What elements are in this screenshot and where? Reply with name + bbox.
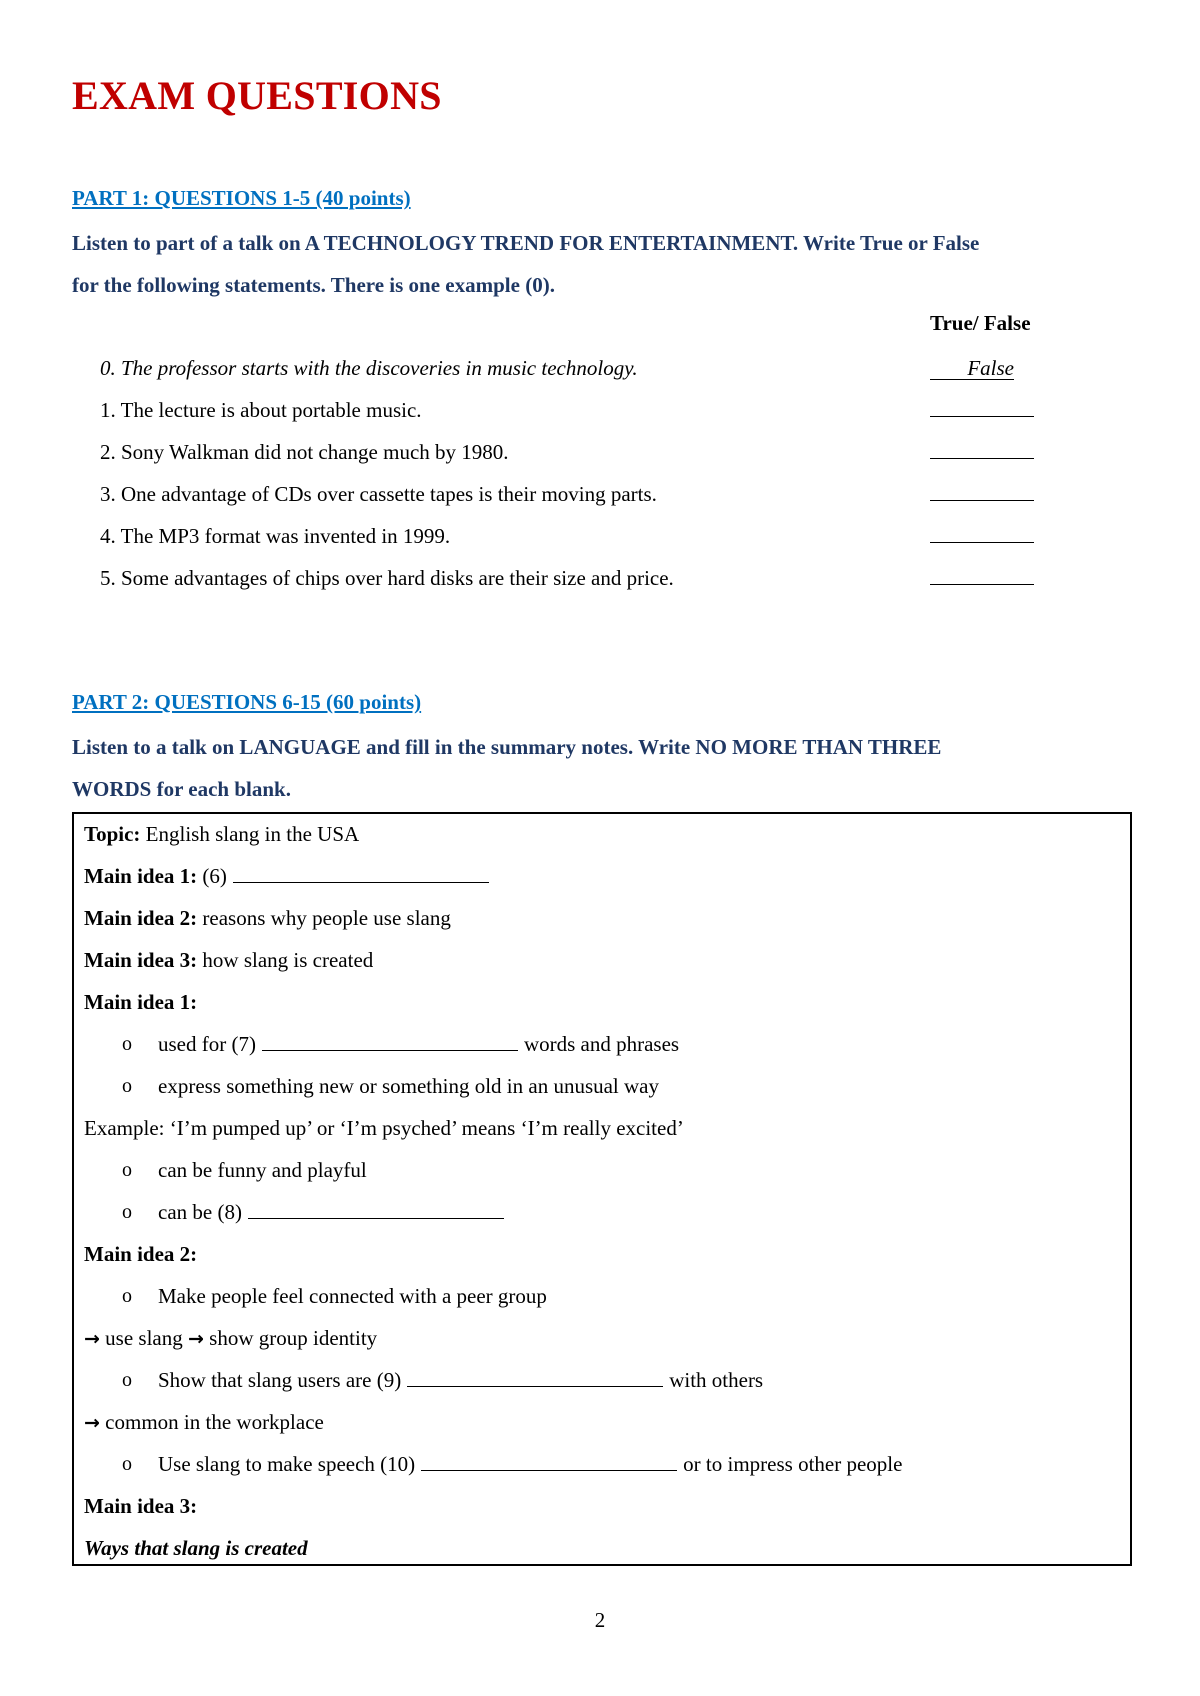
bullet-icon: o bbox=[122, 1159, 132, 1181]
summary-notes-box bbox=[72, 812, 1132, 1566]
main-idea-1-label: Main idea 1: bbox=[84, 864, 198, 888]
part1-instruction-line2: for the following statements. There is one example (0). bbox=[72, 273, 555, 297]
right-arrow-icon: → bbox=[188, 1328, 204, 1350]
question-5: 5. Some advantages of chips over hard disks are their size and price. bbox=[100, 566, 674, 590]
topic-value: English slang in the USA bbox=[140, 822, 360, 846]
bullet-row-express bbox=[74, 1071, 1124, 1101]
bullet-icon: o bbox=[122, 1075, 132, 1097]
page-title: EXAM QUESTIONS bbox=[72, 73, 442, 118]
blank-9[interactable] bbox=[407, 1366, 663, 1387]
section-main-idea-2 bbox=[84, 1239, 197, 1269]
bullet-text-express: express something new or something old in an unusual way bbox=[158, 1074, 660, 1098]
part1-instruction-line1: Listen to part of a talk on A TECHNOLOGY TREND FOR ENTERTAINMENT. Write True or False bbox=[72, 231, 980, 255]
section-1-label: Main idea 1: bbox=[84, 990, 198, 1014]
bullet-row-8 bbox=[74, 1197, 1124, 1227]
bullet-icon: o bbox=[122, 1285, 132, 1307]
bullet-row-7 bbox=[74, 1029, 1124, 1059]
topic-label: Topic: bbox=[84, 822, 141, 846]
answer-blank-3[interactable] bbox=[930, 479, 1034, 509]
bullet-row-connected bbox=[74, 1281, 1124, 1311]
answer-blank-4[interactable] bbox=[930, 521, 1034, 551]
part2-instruction-line1: Listen to a talk on LANGUAGE and fill in the summary notes. Write NO MORE THAN THREE bbox=[72, 735, 942, 759]
blank-8[interactable] bbox=[248, 1198, 504, 1219]
main-idea-3-label: Main idea 3: bbox=[84, 948, 198, 972]
bullet-text-connected: Make people feel connected with a peer group bbox=[158, 1284, 547, 1308]
main-idea-1-value: (6) bbox=[197, 864, 227, 888]
arrow-line-group-identity: → use slang → show group identity bbox=[84, 1326, 378, 1350]
part2-heading: PART 2: QUESTIONS 6-15 (60 points) bbox=[72, 690, 422, 714]
arrow-line-workplace: → common in the workplace bbox=[84, 1410, 324, 1434]
page-number: 2 bbox=[594, 1608, 606, 1632]
notes-main-idea-2 bbox=[84, 903, 451, 933]
main-idea-3-value: how slang is created bbox=[197, 948, 374, 972]
bullet-icon: o bbox=[122, 1033, 132, 1055]
section-3-label: Main idea 3: bbox=[84, 1494, 198, 1518]
bullet-text-9: Show that slang users are (9) with others bbox=[158, 1368, 764, 1392]
answer-blank-1[interactable] bbox=[930, 395, 1034, 425]
main-idea-2-value: reasons why people use slang bbox=[197, 906, 451, 930]
bullet-text-7: used for (7) words and phrases bbox=[158, 1032, 680, 1056]
example-answer-value: False bbox=[930, 357, 1014, 380]
part2-instruction-line2: WORDS for each blank. bbox=[72, 777, 291, 801]
bullet-icon: o bbox=[122, 1201, 132, 1223]
example-statement: 0. The professor starts with the discoveries in music technology. bbox=[100, 356, 638, 380]
question-3: 3. One advantage of CDs over cassette tapes is their moving parts. bbox=[100, 482, 657, 506]
notes-main-idea-1 bbox=[84, 861, 495, 891]
bullet-text-10: Use slang to make speech (10) or to impress other people bbox=[158, 1452, 903, 1476]
ways-slang-created: Ways that slang is created bbox=[84, 1536, 308, 1560]
main-idea-2-label: Main idea 2: bbox=[84, 906, 198, 930]
blank-6[interactable] bbox=[233, 862, 489, 883]
bullet-row-10 bbox=[74, 1449, 1124, 1479]
true-false-column-header: True/ False bbox=[930, 311, 1031, 335]
right-arrow-icon: → bbox=[84, 1412, 100, 1434]
right-arrow-icon: → bbox=[84, 1328, 100, 1350]
notes-example: Example: ‘I’m pumped up’ or ‘I’m psyched’ means ‘I’m really excited’ bbox=[84, 1116, 684, 1140]
notes-main-idea-3 bbox=[84, 945, 373, 975]
bullet-icon: o bbox=[122, 1369, 132, 1391]
notes-topic bbox=[84, 819, 359, 849]
question-4: 4. The MP3 format was invented in 1999. bbox=[100, 524, 451, 548]
blank-10[interactable] bbox=[421, 1450, 677, 1471]
answer-blank-2[interactable] bbox=[930, 437, 1034, 467]
bullet-text-8: can be (8) bbox=[158, 1197, 510, 1227]
section-2-label: Main idea 2: bbox=[84, 1242, 198, 1266]
section-main-idea-3 bbox=[84, 1491, 197, 1521]
example-answer bbox=[930, 353, 1014, 383]
bullet-icon: o bbox=[122, 1453, 132, 1475]
section-main-idea-1 bbox=[84, 987, 197, 1017]
blank-7[interactable] bbox=[262, 1030, 518, 1051]
bullet-text-funny: can be funny and playful bbox=[158, 1158, 367, 1182]
bullet-row-9 bbox=[74, 1365, 1124, 1395]
question-2: 2. Sony Walkman did not change much by 1980. bbox=[100, 440, 509, 464]
bullet-row-funny bbox=[74, 1155, 1124, 1185]
question-1: 1. The lecture is about portable music. bbox=[100, 398, 422, 422]
part1-heading: PART 1: QUESTIONS 1-5 (40 points) bbox=[72, 186, 411, 210]
answer-blank-5[interactable] bbox=[930, 563, 1034, 593]
